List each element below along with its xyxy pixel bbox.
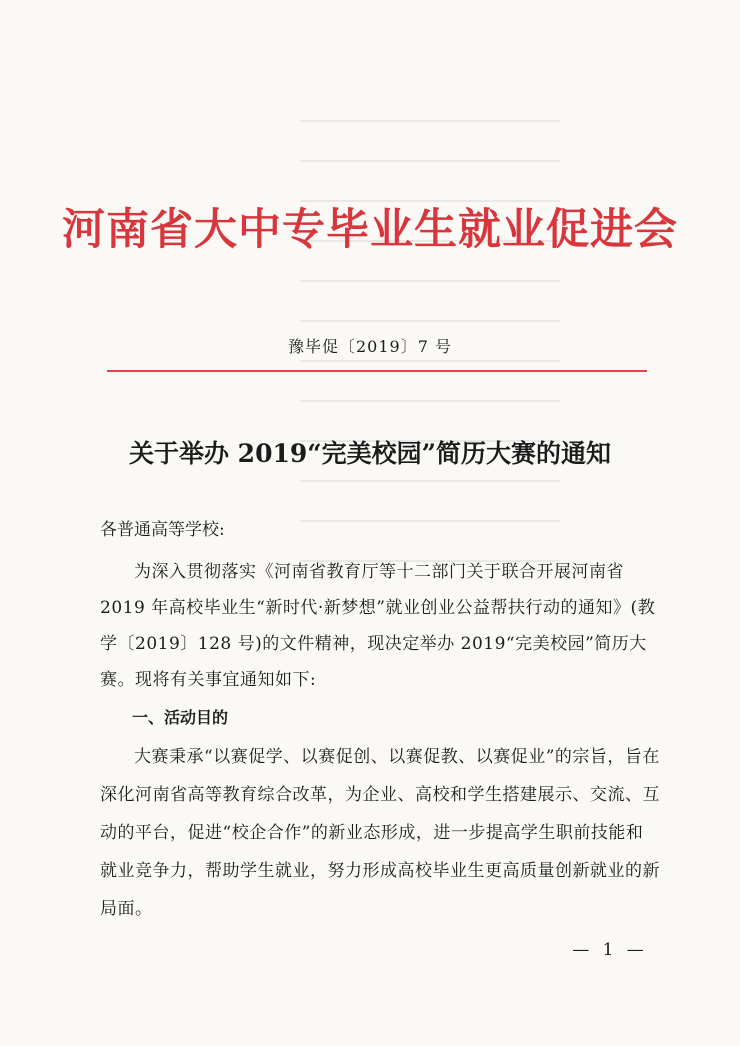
letterhead-divider bbox=[107, 370, 647, 372]
intro-paragraph: 为深入贯彻落实《河南省教育厅等十二部门关于联合开展河南省 2019 年高校毕业生“新时代·新梦想”就业创业公益帮扶行动的通知》(教学〔2019〕128 号)的文件精神，现决定举办 2019“完美校园”简历大赛。现将有关事宜通知如下: bbox=[100, 562, 656, 690]
page-number bbox=[0, 940, 740, 960]
document-number: 豫毕促〔2019〕7 号 bbox=[288, 337, 452, 356]
page-number-text: — 1 — bbox=[572, 940, 648, 960]
section-heading: 一、活动目的 bbox=[132, 708, 229, 727]
letterhead-organization: 河南省大中专毕业生就业促进会 bbox=[62, 205, 678, 255]
notice-title: 关于举办 2019“完美校园”简历大赛的通知 bbox=[128, 439, 612, 468]
notice-body bbox=[100, 512, 660, 928]
section-paragraph: 大赛秉承“以赛促学、以赛促创、以赛促教、以赛促业”的宗旨，旨在深化河南省高等教育综合改革，为企业、高校和学生搭建展示、交流、互动的平台，促进“校企合作”的新业态形成，进一步提高学生职前技能和就业竞争力，帮助学生就业，努力形成高校毕业生更高质量创新就业的新局面。 bbox=[100, 747, 660, 919]
salutation: 各普通高等学校: bbox=[100, 520, 225, 540]
